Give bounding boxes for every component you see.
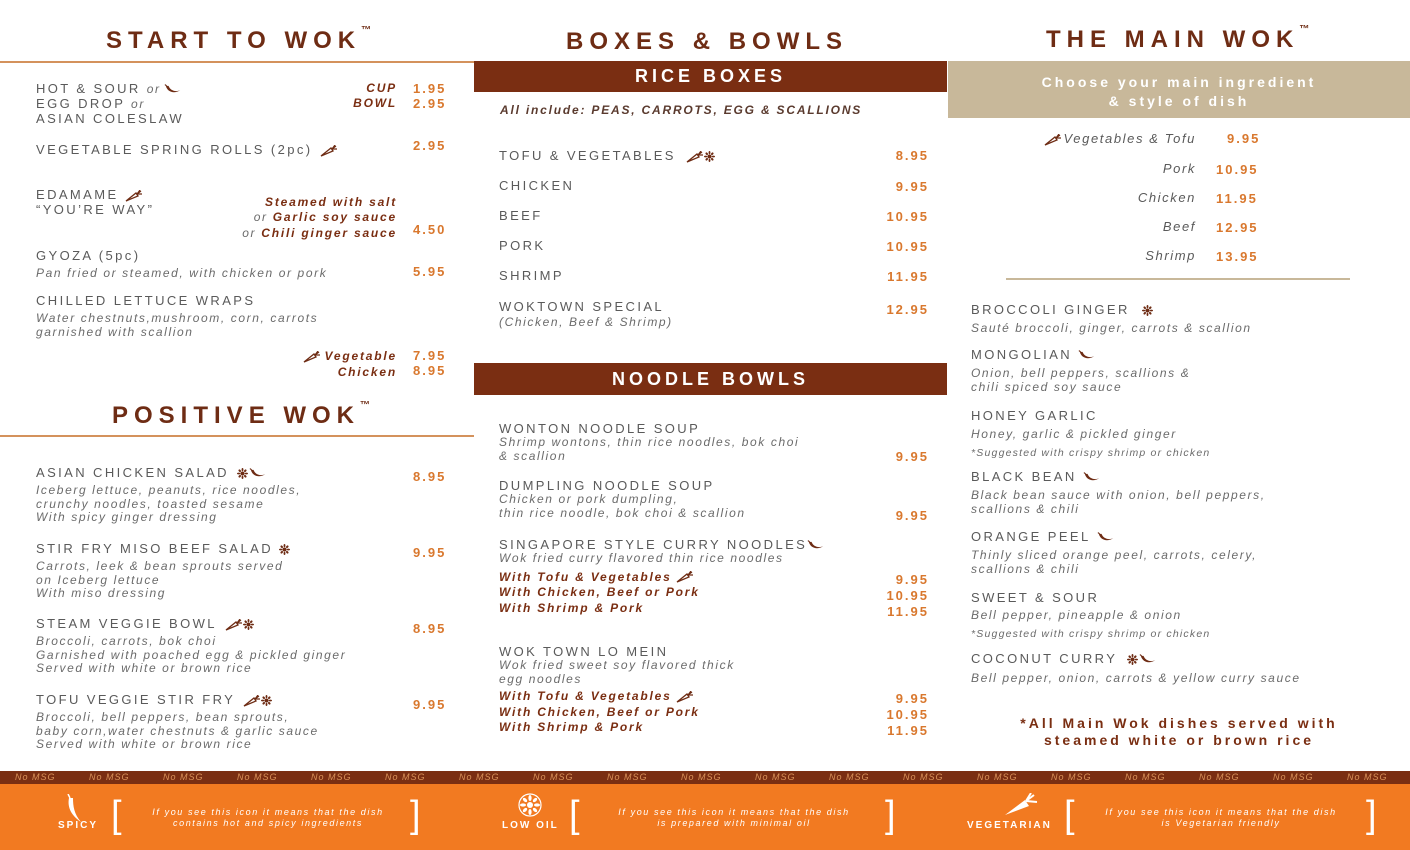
rice-item-beef: BEEF bbox=[499, 208, 543, 223]
option-text: With Tofu & Vegetables bbox=[499, 569, 672, 584]
spicy-legend-text bbox=[123, 807, 413, 829]
asian-chicken-salad-price: 8.95 bbox=[413, 469, 447, 484]
rice-item-tofu-vegetables bbox=[499, 148, 715, 163]
bracket-right: ] bbox=[1366, 794, 1377, 836]
bowl-price: 2.95 bbox=[413, 96, 447, 111]
lo-mein-price-3: 11.95 bbox=[887, 723, 929, 738]
cup-price: 1.95 bbox=[413, 81, 447, 96]
tofu-veggie-stir-fry-price: 9.95 bbox=[413, 697, 447, 712]
item-name: STIR FRY MISO BEEF SALAD bbox=[36, 541, 273, 556]
served-line-1: *All Main Wok dishes served with bbox=[1020, 715, 1338, 731]
item-name: SINGAPORE STYLE CURRY NOODLES bbox=[499, 537, 808, 552]
legend-line: contains hot and spicy ingredients bbox=[173, 818, 363, 828]
wonton-price: 9.95 bbox=[895, 449, 929, 464]
protein-shrimp: Shrimp bbox=[1145, 248, 1196, 263]
legend-line: is prepared with minimal oil bbox=[657, 818, 811, 828]
option-text: With Chicken, Beef or Pork bbox=[499, 585, 700, 599]
item-name: EGG DROP bbox=[36, 96, 126, 111]
choose-line-1: Choose your main ingredient bbox=[1041, 74, 1317, 90]
miso-beef-salad-price: 9.95 bbox=[413, 545, 447, 560]
item-name: TOFU VEGGIE STIR FRY bbox=[36, 692, 236, 707]
item-desc: baby corn,water chestnuts & garlic sauce bbox=[36, 723, 319, 738]
low-oil-legend-text bbox=[581, 807, 887, 829]
lettuce-wraps-chicken-price: 8.95 bbox=[413, 363, 447, 378]
no-msg-text: No MSG bbox=[977, 772, 1018, 782]
rice-price-chicken: 9.95 bbox=[895, 179, 929, 194]
item-desc: Chicken or pork dumpling, bbox=[499, 492, 679, 506]
option-text: Chili ginger sauce bbox=[261, 226, 397, 240]
legend-line: If you see this icon it means that the dish bbox=[152, 807, 384, 817]
item-desc: Broccoli, bell peppers, bean sprouts, bbox=[36, 710, 290, 724]
low-oil-icon bbox=[1127, 654, 1138, 665]
vegetarian-icon bbox=[320, 145, 338, 157]
low-oil-label: LOW OIL bbox=[502, 820, 559, 831]
item-name: WOK TOWN LO MEIN bbox=[499, 644, 669, 659]
item-desc: Wok fried sweet soy flavored thick bbox=[499, 658, 735, 672]
start-to-wok-title-text: START TO WOK bbox=[106, 27, 362, 54]
rice-price-beef: 10.95 bbox=[886, 209, 929, 224]
no-msg-text: No MSG bbox=[1199, 772, 1240, 782]
rice-item-woktown-special: WOKTOWN SPECIAL bbox=[499, 299, 665, 314]
menu-item-tofu-veggie-stir-fry bbox=[36, 692, 319, 752]
choose-ingredient-banner bbox=[948, 61, 1410, 118]
item-name: ASIAN CHICKEN SALAD bbox=[36, 465, 229, 480]
protein-price-pork: 10.95 bbox=[1216, 162, 1259, 177]
served-line-2: steamed white or brown rice bbox=[1043, 732, 1315, 748]
style-desc: scallions & chili bbox=[971, 561, 1080, 576]
option-text: Garlic soy sauce bbox=[272, 210, 397, 224]
item-desc: Wok fried curry flavored thin rice noodles bbox=[499, 551, 784, 565]
gyoza-description: Pan fried or steamed, with chicken or pork bbox=[36, 266, 328, 280]
no-msg-text: No MSG bbox=[459, 772, 500, 782]
style-name: HONEY GARLIC bbox=[971, 408, 1098, 423]
edamame-price: 4.50 bbox=[413, 222, 447, 237]
item-desc: With miso dressing bbox=[36, 586, 167, 600]
choose-line-2: & style of dish bbox=[1108, 93, 1250, 109]
item-name: VEGETABLE SPRING ROLLS (2pc) bbox=[36, 142, 313, 157]
style-desc: chili spiced soy sauce bbox=[971, 379, 1123, 394]
vegetarian-label: VEGETARIAN bbox=[967, 820, 1052, 831]
spicy-label: SPICY bbox=[58, 820, 99, 831]
lettuce-wraps-veg-price: 7.95 bbox=[413, 348, 447, 363]
spring-rolls-price: 2.95 bbox=[413, 138, 447, 153]
legend-line: If you see this icon it means that the dish bbox=[618, 807, 850, 817]
protein-beef: Beef bbox=[1162, 219, 1196, 234]
rice-price-shrimp: 11.95 bbox=[887, 269, 929, 284]
item-name: TOFU & VEGETABLES bbox=[499, 148, 676, 163]
no-msg-strip bbox=[0, 771, 1410, 784]
no-msg-text: No MSG bbox=[1051, 772, 1092, 782]
vegetarian-icon bbox=[125, 190, 143, 202]
style-desc: Bell pepper, pineapple & onion bbox=[971, 608, 1182, 622]
menu-item-asian-chicken-salad bbox=[36, 465, 301, 525]
main-wok-title bbox=[1046, 26, 1309, 54]
vegetarian-icon bbox=[225, 619, 243, 631]
style-name: ORANGE PEEL bbox=[971, 529, 1091, 544]
no-msg-text: No MSG bbox=[89, 772, 130, 782]
item-desc: Shrimp wontons, thin rice noodles, bok choi bbox=[499, 435, 800, 449]
style-desc: Onion, bell peppers, scallions & bbox=[971, 366, 1191, 380]
lettuce-wraps-desc-2: garnished with scallion bbox=[36, 325, 194, 339]
menu-item-lettuce-wraps: CHILLED LETTUCE WRAPS bbox=[36, 293, 256, 308]
rice-item-pork: PORK bbox=[499, 238, 546, 253]
style-desc: scallions & chili bbox=[971, 501, 1080, 516]
trademark-mark: ™ bbox=[1299, 24, 1310, 35]
rice-price-pork: 10.95 bbox=[886, 239, 929, 254]
singapore-price-3: 11.95 bbox=[887, 604, 929, 619]
singapore-price-2: 10.95 bbox=[886, 588, 929, 603]
item-desc: crunchy noodles, toasted sesame bbox=[36, 496, 265, 511]
item-desc: With spicy ginger dressing bbox=[36, 510, 218, 524]
style-name: COCONUT CURRY bbox=[971, 651, 1118, 666]
style-note: *Suggested with crispy shrimp or chicken bbox=[971, 446, 1211, 459]
style-note: *Suggested with crispy shrimp or chicken bbox=[971, 627, 1211, 640]
rice-price-tofu: 8.95 bbox=[895, 148, 929, 163]
rice-price-woktown-special: 12.95 bbox=[886, 302, 929, 317]
item-desc: Broccoli, carrots, bok choi bbox=[36, 634, 217, 648]
spicy-icon bbox=[1083, 472, 1101, 483]
spicy-icon bbox=[249, 468, 267, 479]
noodle-item-lo-mein bbox=[499, 644, 735, 736]
woktown-special-sub: (Chicken, Beef & Shrimp) bbox=[499, 315, 673, 329]
no-msg-text: No MSG bbox=[1347, 772, 1388, 782]
lettuce-wraps-vegetable bbox=[300, 349, 397, 365]
lettuce-wraps-desc-1: Water chestnuts,mushroom, corn, carrots bbox=[36, 311, 319, 325]
option-text: Vegetable bbox=[324, 349, 397, 363]
low-oil-icon bbox=[279, 544, 290, 555]
dumpling-price: 9.95 bbox=[895, 508, 929, 523]
edamame-option-salt: Steamed with salt bbox=[265, 195, 397, 209]
singapore-price-1: 9.95 bbox=[895, 572, 929, 587]
style-desc: Sauté broccoli, ginger, carrots & scallion bbox=[971, 321, 1252, 335]
item-desc: Served with white or brown rice bbox=[36, 737, 253, 751]
menu-item-spring-rolls bbox=[36, 142, 338, 157]
item-name: HOT & SOUR bbox=[36, 81, 141, 96]
positive-wok-title-text: POSITIVE WOK bbox=[112, 402, 361, 429]
style-name: MONGOLIAN bbox=[971, 347, 1073, 362]
bracket-left: [ bbox=[569, 794, 580, 836]
option-text: With Shrimp & Pork bbox=[499, 720, 644, 734]
noodle-item-dumpling bbox=[499, 478, 746, 520]
noodle-bowls-bar: NOODLE BOWLS bbox=[474, 363, 947, 395]
lo-mein-price-1: 9.95 bbox=[895, 691, 929, 706]
legend-line: If you see this icon it means that the dish bbox=[1105, 807, 1337, 817]
or-text: or bbox=[131, 97, 145, 111]
item-desc: thin rice noodle, bok choi & scallion bbox=[499, 505, 746, 520]
item-desc: Garnished with poached egg & pickled ginger bbox=[36, 647, 347, 662]
protein-price-beef: 12.95 bbox=[1216, 220, 1259, 235]
item-name: EDAMAME bbox=[36, 187, 119, 202]
vegetarian-legend-text bbox=[1076, 807, 1366, 829]
spicy-icon bbox=[807, 540, 825, 551]
start-to-wok-rule bbox=[0, 61, 474, 63]
style-desc: Black bean sauce with onion, bell peppers, bbox=[971, 488, 1266, 502]
item-name: STEAM VEGGIE BOWL bbox=[36, 616, 217, 631]
item-name: WONTON NOODLE SOUP bbox=[499, 421, 701, 436]
rice-boxes-bar: RICE BOXES bbox=[474, 61, 947, 92]
lettuce-wraps-chicken: Chicken bbox=[337, 365, 397, 379]
spicy-icon bbox=[164, 84, 182, 95]
style-honey-garlic bbox=[971, 408, 1210, 459]
option-text: With Tofu & Vegetables bbox=[499, 689, 672, 703]
cup-label: CUP bbox=[366, 81, 397, 95]
spicy-icon bbox=[1139, 654, 1157, 665]
option-text: With Shrimp & Pork bbox=[499, 600, 644, 615]
noodle-item-singapore bbox=[499, 537, 825, 616]
or-text: or bbox=[242, 226, 257, 240]
lo-mein-price-2: 10.95 bbox=[886, 707, 929, 722]
legend-footer bbox=[0, 784, 1410, 850]
low-oil-icon bbox=[518, 793, 542, 822]
noodle-item-wonton bbox=[499, 421, 799, 463]
menu-item-egg-drop bbox=[36, 96, 145, 112]
served-with-rice-note bbox=[948, 715, 1410, 749]
steam-veggie-bowl-price: 8.95 bbox=[413, 621, 447, 636]
no-msg-text: No MSG bbox=[1125, 772, 1166, 782]
item-desc: & scallion bbox=[499, 448, 567, 463]
bowl-label: BOWL bbox=[353, 96, 397, 110]
item-desc: Carrots, leek & bean sprouts served bbox=[36, 559, 284, 573]
style-broccoli-ginger bbox=[971, 302, 1252, 336]
item-desc: on Iceberg lettuce bbox=[36, 572, 161, 587]
spicy-icon bbox=[1097, 532, 1115, 543]
low-oil-icon bbox=[704, 151, 715, 162]
protein-price-chicken: 11.95 bbox=[1216, 191, 1258, 206]
vegetarian-icon bbox=[303, 351, 321, 363]
no-msg-text: No MSG bbox=[681, 772, 722, 782]
protein-chicken: Chicken bbox=[1137, 190, 1196, 205]
positive-wok-rule bbox=[0, 435, 474, 437]
trademark-mark: ™ bbox=[361, 25, 372, 36]
item-desc: Iceberg lettuce, peanuts, rice noodles, bbox=[36, 483, 302, 497]
boxes-bowls-title: BOXES & BOWLS bbox=[566, 28, 849, 55]
gyoza-price: 5.95 bbox=[413, 264, 447, 279]
low-oil-icon bbox=[1142, 305, 1153, 316]
vegetarian-icon bbox=[1003, 793, 1039, 822]
spicy-icon bbox=[1078, 350, 1096, 361]
style-desc: Thinly sliced orange peel, carrots, celery, bbox=[971, 548, 1258, 562]
item-name: DUMPLING NOODLE SOUP bbox=[499, 478, 715, 493]
protein-pork: Pork bbox=[1162, 161, 1196, 176]
bracket-right: ] bbox=[410, 794, 421, 836]
no-msg-text: No MSG bbox=[237, 772, 278, 782]
style-coconut-curry bbox=[971, 651, 1301, 686]
no-msg-text: No MSG bbox=[903, 772, 944, 782]
menu-item-asian-coleslaw: ASIAN COLESLAW bbox=[36, 111, 184, 126]
positive-wok-title bbox=[112, 402, 370, 430]
bracket-right: ] bbox=[885, 794, 896, 836]
low-oil-icon bbox=[243, 619, 254, 630]
no-msg-text: No MSG bbox=[311, 772, 352, 782]
style-desc: Honey, garlic & pickled ginger bbox=[971, 427, 1177, 441]
start-to-wok-title bbox=[106, 27, 371, 55]
item-desc: egg noodles bbox=[499, 671, 582, 686]
no-msg-text: No MSG bbox=[163, 772, 204, 782]
bracket-left: [ bbox=[1064, 794, 1075, 836]
menu-item-steam-veggie-bowl bbox=[36, 616, 346, 676]
vegetarian-icon bbox=[1044, 134, 1062, 146]
edamame-option-chili bbox=[242, 226, 397, 242]
rice-boxes-include: All include: PEAS, CARROTS, EGG & SCALLIONS bbox=[500, 103, 863, 117]
item-desc: Served with white or brown rice bbox=[36, 661, 253, 675]
legend-line: is Vegetarian friendly bbox=[1161, 818, 1281, 828]
vegetarian-icon bbox=[686, 151, 704, 163]
style-name: BLACK BEAN bbox=[971, 469, 1077, 484]
no-msg-text: No MSG bbox=[1273, 772, 1314, 782]
no-msg-text: No MSG bbox=[385, 772, 426, 782]
rice-item-shrimp: SHRIMP bbox=[499, 268, 564, 283]
bracket-left: [ bbox=[111, 794, 122, 836]
style-orange-peel bbox=[971, 529, 1257, 576]
style-name: BROCCOLI GINGER bbox=[971, 302, 1130, 317]
no-msg-text: No MSG bbox=[533, 772, 574, 782]
low-oil-icon bbox=[237, 468, 248, 479]
menu-item-miso-beef-salad bbox=[36, 541, 290, 601]
no-msg-text: No MSG bbox=[15, 772, 56, 782]
or-text: or bbox=[146, 82, 161, 96]
style-mongolian bbox=[971, 347, 1190, 394]
trademark-mark: ™ bbox=[360, 400, 371, 411]
or-text: or bbox=[253, 210, 268, 224]
no-msg-text: No MSG bbox=[829, 772, 870, 782]
no-msg-text: No MSG bbox=[755, 772, 796, 782]
protein-price-shrimp: 13.95 bbox=[1216, 249, 1259, 264]
style-desc: Bell pepper, onion, carrots & yellow curry sauce bbox=[971, 671, 1301, 685]
rice-item-chicken: CHICKEN bbox=[499, 178, 575, 193]
menu-item-edamame bbox=[36, 187, 143, 202]
style-sweet-sour bbox=[971, 590, 1210, 640]
protein-vegetables-tofu bbox=[1041, 132, 1196, 146]
main-wok-title-text: THE MAIN WOK bbox=[1046, 26, 1300, 53]
vegetarian-icon bbox=[676, 691, 694, 703]
menu-item-hot-sour bbox=[36, 81, 182, 97]
vegetarian-icon bbox=[676, 571, 694, 583]
main-wok-divider bbox=[1006, 278, 1350, 280]
protein-name: Vegetables & Tofu bbox=[1063, 131, 1196, 146]
protein-price-vegetables: 9.95 bbox=[1227, 131, 1261, 146]
style-name: SWEET & SOUR bbox=[971, 590, 1100, 605]
edamame-subtitle: “YOU’RE WAY” bbox=[36, 202, 155, 217]
edamame-option-garlic bbox=[254, 210, 397, 226]
option-text: With Chicken, Beef or Pork bbox=[499, 704, 700, 719]
low-oil-icon bbox=[261, 695, 272, 706]
vegetarian-icon bbox=[243, 695, 261, 707]
style-black-bean bbox=[971, 469, 1266, 516]
menu-item-gyoza: GYOZA (5pc) bbox=[36, 248, 141, 263]
no-msg-text: No MSG bbox=[607, 772, 648, 782]
